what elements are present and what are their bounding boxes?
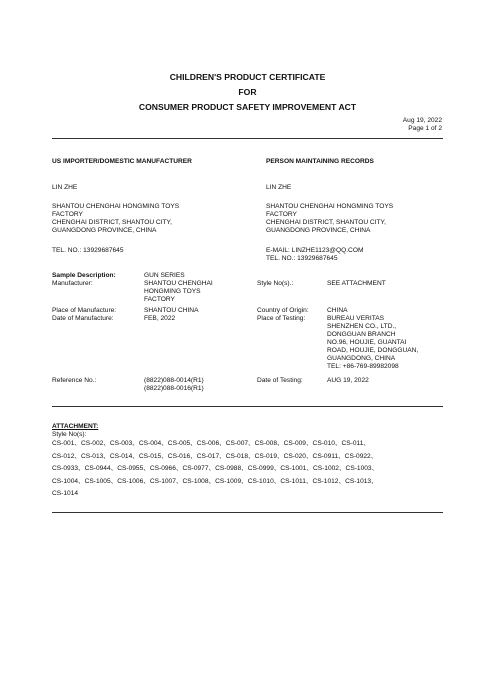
top-divider — [52, 138, 443, 139]
records-heading: PERSON MAINTAINING RECORDS — [266, 158, 374, 165]
issue-date: Aug 19, 2022 — [402, 117, 442, 124]
importer-tel: TEL. NO.: 13929687645 — [52, 247, 124, 254]
place-of-manufacture-value: SHANTOU CHINA — [144, 307, 199, 314]
country-of-origin-value: CHINA — [327, 307, 348, 314]
date-of-manufacture-label: Date of Manufacture: — [52, 315, 114, 322]
importer-heading: US IMPORTER/DOMESTIC MANUFACTURER — [52, 158, 192, 165]
reference-number-value: (8822)088-0014(R1) (8822)088-0016(R1) — [144, 377, 204, 392]
sample-description-value: GUN SERIES — [144, 272, 185, 279]
manufacturer-value: SHANTOU CHENGHAI HONGMING TOYS FACTORY — [144, 280, 213, 303]
date-of-testing-label: Date of Testing: — [257, 377, 303, 384]
date-of-manufacture-value: FEB, 2022 — [144, 315, 176, 322]
place-of-manufacture-label: Place of Manufacture: — [52, 307, 117, 314]
style-number-line: CS-012、CS-013、CS-014、CS-015、CS-016、CS-017、CS-018、CS-019、CS-020、CS-0911、CS-0922、 — [52, 452, 378, 460]
records-address: SHANTOU CHENGHAI HONGMING TOYS FACTORY CHENGHAI DISTRICT, SHANTOU CITY, GUANGDONG PROVINCE, CHINA — [266, 203, 394, 234]
certificate-title-line3: CONSUMER PRODUCT SAFETY IMPROVEMENT ACT — [138, 102, 357, 112]
bottom-divider — [52, 512, 443, 513]
style-number-line: CS-0933、CS-0944、CS-0955、CS-0966、CS-0977、CS-0988、CS-0999、CS-1001、CS-1002、CS-1003、 — [52, 465, 379, 473]
place-of-testing-value: BUREAU VERITAS SHENZHEN CO., LTD., DONGGUAN BRANCH NO.96, HOUJIE, GUANTAI ROAD, HOUJIE, DONGGUAN, GUANGDONG, CHINA TEL: +86-769-89982098 — [327, 315, 419, 370]
importer-name: LIN ZHE — [52, 184, 78, 191]
date-of-testing-value: AUG 19, 2022 — [327, 377, 369, 384]
country-of-origin-label: Country of Origin: — [257, 307, 309, 314]
style-number-line: CS-1004、CS-1005、CS-1006、CS-1007、CS-1008、CS-1009、CS-1010、CS-1011、CS-1012、CS-1013、 — [52, 477, 378, 485]
records-name: LIN ZHE — [266, 184, 292, 191]
style-label: Style No(s).: — [257, 280, 294, 287]
style-number-line: CS-001、CS-002、CS-003、CS-004、CS-005、CS-006、CS-007、CS-008、CS-009、CS-010、CS-011、 — [52, 440, 370, 447]
certificate-title-line1: CHILDREN'S PRODUCT CERTIFICATE — [169, 72, 326, 82]
middle-divider — [52, 406, 443, 407]
style-number-line: CS-1014 — [52, 490, 79, 498]
records-contact: E-MAIL: LINZHE1123@QQ.COM TEL. NO.: 13929687645 — [266, 247, 364, 262]
manufacturer-label: Manufacturer: — [52, 280, 93, 287]
reference-number-label: Reference No.: — [52, 377, 97, 384]
style-number-list — [52, 438, 447, 501]
page-number: Page 1 of 2 — [408, 125, 442, 132]
place-of-testing-label: Place of Testing: — [257, 315, 306, 322]
attachment-heading: ATTACHMENT: — [52, 423, 99, 430]
certificate-title-line2: FOR — [238, 87, 257, 97]
attachment-style-heading: Style No(s): — [52, 431, 87, 438]
style-value: SEE ATTACHMENT — [327, 280, 386, 287]
sample-description-label: Sample Description: — [52, 272, 116, 279]
importer-address: SHANTOU CHENGHAI HONGMING TOYS FACTORY CHENGHAI DISTRICT, SHANTOU CITY, GUANGDONG PROVINCE, CHINA — [52, 203, 180, 234]
